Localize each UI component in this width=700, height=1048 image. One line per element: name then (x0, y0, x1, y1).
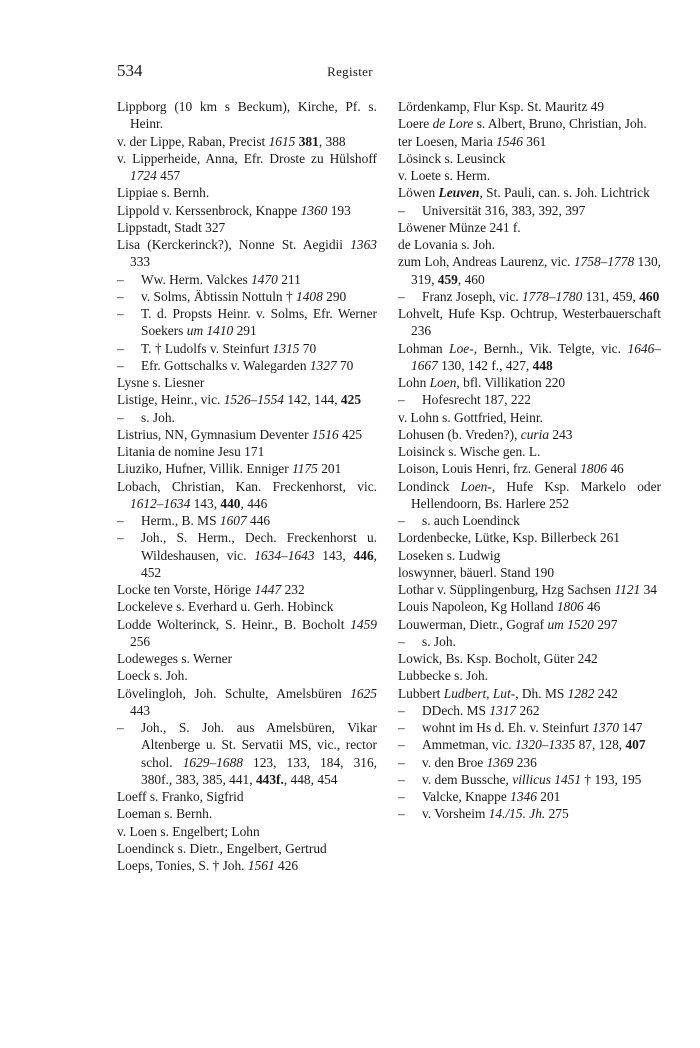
entry-text: 1447 (254, 582, 282, 597)
entry-text: 1369 (486, 754, 514, 770)
index-entry (398, 340, 661, 375)
entry-text: Lothar v. Süpplingenburg, Hzg Sachsen (398, 582, 615, 597)
index-entry (398, 529, 661, 546)
entry-text: Ludbert, Lut- (443, 685, 516, 701)
entry-text: 1634–1643 (254, 547, 315, 563)
entry-text: v. Vorsheim (422, 806, 489, 822)
entry-text: 333 (130, 254, 151, 270)
entry-text: Ww. Herm. Valckes (141, 271, 252, 287)
entry-text: Loison, Louis Henri, frz. General (398, 461, 581, 477)
entry-text: v. den Broe (422, 754, 487, 770)
index-column-left (117, 98, 377, 874)
entry-text: s. auch Loendinck (422, 513, 520, 528)
index-entry (398, 547, 661, 564)
entry-text: 262 (516, 702, 540, 718)
entry-text: Lockeleve s. Everhard u. Gerh. Hobinck (117, 599, 334, 615)
index-subentry (117, 529, 377, 581)
entry-text: 142, 144, (284, 392, 341, 408)
index-entry (117, 805, 377, 822)
index-entry (117, 219, 377, 236)
entry-text: Lippold v. Kerssenbrock, Knappe (117, 202, 301, 218)
entry-text: 1526–1554 (223, 392, 284, 408)
entry-text: Efr. Gottschalks v. Walegarden (141, 357, 310, 373)
index-entry (117, 150, 377, 185)
entry-text: 443f. (255, 771, 284, 787)
entry-text: 1360 (300, 202, 328, 218)
entry-text: Lodde Wolterinck, S. Heinr., B. Bocholt (117, 616, 351, 632)
entry-text: Listige, Heinr., vic. (117, 392, 224, 408)
subentry-dash: – (398, 806, 405, 822)
entry-text: , St. Pauli, can. s. Joh. Lichtrick (479, 185, 650, 201)
index-subentry (398, 771, 661, 788)
entry-text: 1612–1634 (130, 495, 191, 511)
entry-text: Listrius, NN, Gymnasium Deventer (117, 426, 312, 442)
entry-text: Lodeweges s. Werner (117, 651, 233, 666)
index-entry (398, 616, 661, 633)
entry-text: 131, 459, (582, 288, 640, 304)
entry-text: zum Loh, Andreas Laurenz, vic. (398, 254, 574, 270)
index-entry (117, 460, 377, 477)
entry-text: Loeck s. Joh. (117, 668, 188, 684)
entry-text: Londinck (398, 478, 461, 494)
index-entry (398, 685, 661, 702)
index-entry (117, 202, 377, 219)
index-entry (398, 650, 661, 667)
entry-text: um 1520 (547, 616, 594, 632)
index-subentry (117, 409, 377, 426)
index-subentry (117, 271, 377, 288)
entry-text: 1408 (296, 288, 323, 304)
entry-text: 1561 (247, 858, 275, 873)
entry-text: Loisinck s. Wische gen. L. (398, 444, 541, 459)
entry-text: s. Albert, Bruno, Christian, Joh. (473, 116, 647, 132)
index-entry (117, 823, 377, 840)
entry-text: Loen- (460, 478, 492, 494)
entry-text: 1806 (556, 599, 584, 615)
entry-text: 1346 (510, 789, 537, 804)
index-subentry (398, 391, 661, 408)
index-entry (398, 374, 661, 391)
entry-text: , 446 (240, 495, 268, 511)
index-subentry (398, 633, 661, 650)
subentry-dash: – (117, 513, 124, 528)
entry-text: 446 (353, 547, 374, 563)
entry-text: 459 (437, 271, 458, 287)
entry-text: loswynner, bäuerl. Stand 190 (398, 564, 555, 580)
entry-text: Litania de nomine Jesu 171 (117, 444, 265, 459)
subentry-dash: – (398, 789, 405, 804)
entry-text: , 448, 454 (283, 771, 338, 787)
entry-text: 443 (130, 702, 151, 718)
entry-text: 1121 (614, 582, 641, 597)
entry-text: villicus (512, 771, 551, 787)
entry-text: 1806 (580, 461, 607, 477)
entry-text: † 193, 195 (581, 771, 642, 787)
entry-text: Lysne s. Liesner (117, 375, 205, 390)
entry-text: 457 (156, 168, 181, 183)
subentry-dash: – (398, 771, 405, 787)
entry-text: Louis Napoleon, Kg Holland (398, 599, 557, 615)
entry-text: ter Loesen, Maria (398, 133, 497, 149)
entry-text: Lippiae s. Bernh. (117, 185, 210, 201)
index-entry (398, 150, 661, 167)
entry-text: um 1410 (186, 323, 234, 339)
index-subentry (398, 202, 661, 219)
entry-text: 1778–1780 (522, 288, 583, 304)
subentry-dash: – (117, 271, 124, 287)
index-subentry (398, 805, 661, 822)
entry-text: Loeps, Tonies, S. † Joh. (117, 858, 248, 873)
index-entry (117, 98, 377, 133)
index-entry (398, 98, 661, 115)
entry-text: 46 (583, 599, 601, 615)
entry-text: 147 (619, 720, 643, 735)
entry-text: Herm., B. MS (141, 513, 220, 528)
subentry-dash: – (398, 288, 405, 304)
entry-text: Ammetman, vic. (422, 737, 515, 753)
entry-text: 1315 (272, 340, 300, 356)
entry-text: , Dh. MS (515, 685, 568, 701)
index-entry (398, 426, 661, 443)
subentry-dash: – (117, 357, 124, 373)
subentry-dash: – (398, 202, 405, 218)
entry-text: Joh., S. Joh. aus Amelsbüren, Vikar Altenberge u. St. Servatii MS, vic., rector schol. (141, 720, 377, 770)
index-entry (398, 184, 661, 201)
entry-text: 1758–1778 (573, 254, 635, 270)
entry-text: 211 (277, 271, 301, 287)
entry-text: 1625 (350, 685, 377, 701)
entry-text: , 460 (457, 271, 485, 287)
page-number: 534 (117, 61, 143, 80)
index-entry (117, 685, 377, 720)
index-entry (398, 667, 661, 684)
entry-text: 242 (594, 685, 618, 701)
entry-text: Lippborg (10 km s Beckum), Kirche, Pf. s. Heinr. (117, 99, 377, 132)
entry-text: 425 (338, 426, 363, 442)
entry-text: 34 (640, 582, 657, 597)
entry-text: v. Loen s. Engelbert; Lohn (117, 823, 260, 839)
index-entry (117, 616, 377, 651)
entry-text: 130, 319, (411, 254, 661, 287)
index-entry (117, 650, 377, 667)
entry-text: 1546 (496, 133, 523, 149)
entry-text: Loeman s. Bernh. (117, 806, 213, 822)
entry-text: v. Solms, Äbtissin Nottuln † (141, 288, 297, 304)
index-subentry (117, 512, 377, 529)
subentry-dash: – (398, 513, 405, 528)
entry-text: 425 (340, 392, 362, 408)
subentry-dash: – (398, 392, 405, 408)
index-entry (117, 788, 377, 805)
entry-text: DDech. MS (422, 702, 490, 718)
entry-text: 1724 (130, 168, 157, 183)
entry-text: 232 (281, 582, 305, 597)
entry-text: Loere (398, 116, 433, 132)
index-subentry (398, 719, 661, 736)
entry-text: Loeff s. Franko, Sigfrid (117, 789, 244, 804)
subentry-dash: – (117, 340, 124, 356)
entry-text: 201 (536, 789, 561, 804)
index-entry (117, 443, 377, 460)
subentry-dash: – (117, 306, 124, 321)
entry-text: Lowick, Bs. Ksp. Bocholt, Güter 242 (398, 651, 598, 666)
entry-text: Hofesrecht 187, 222 (422, 392, 531, 408)
entry-text: 407 (625, 737, 646, 753)
entry-text: , 388 (318, 133, 346, 149)
entry-text: 448 (532, 357, 553, 373)
entry-text: Franz Joseph, vic. (422, 288, 523, 304)
index-subentry (117, 719, 377, 788)
entry-text: 130, 142 f., 427, (437, 357, 533, 373)
entry-text: 1459 (350, 616, 377, 632)
index-entry (398, 115, 661, 132)
index-subentry (117, 288, 377, 305)
entry-text: v. Lipperheide, Anna, Efr. Droste zu Hülshoff (117, 150, 377, 166)
entry-text: 193 (327, 202, 351, 218)
index-subentry (398, 702, 661, 719)
index-entry (117, 857, 377, 874)
index-entry (117, 667, 377, 684)
entry-text: Leuven (438, 185, 480, 201)
entry-text: 123, 133, 184, 316, 380f., 383, 385, 441, (141, 754, 378, 787)
subentry-dash: – (398, 702, 405, 718)
entry-text: 381 (298, 133, 319, 149)
entry-text: 236 (513, 754, 537, 770)
entry-text: 1363 (350, 237, 377, 252)
entry-text: 14./15. Jh. (488, 806, 546, 822)
entry-text: , Bernh., Vik. Telgte, vic. (473, 340, 628, 356)
entry-text: Lohman (398, 340, 450, 356)
entry-text: Lövelingloh, Joh. Schulte, Amelsbüren (117, 685, 351, 701)
entry-text: Locke ten Vorste, Hörige (117, 582, 255, 597)
entry-text: 1607 (219, 513, 247, 528)
index-entry (117, 478, 377, 513)
entry-text: Loseken s. Ludwig (398, 547, 501, 563)
index-column-right (398, 98, 661, 823)
entry-text: s. Joh. (422, 633, 456, 649)
entry-text: , 452 (141, 547, 377, 580)
subentry-dash: – (117, 288, 124, 304)
entry-text: 1451 (554, 771, 582, 787)
index-subentry (398, 288, 661, 305)
index-entry (398, 581, 661, 598)
entry-text: , Hufe Ksp. Markelo oder Hellendoorn, Bs. Harlere 252 (411, 478, 662, 511)
entry-text: 143, (190, 495, 221, 511)
entry-text: Lördenkamp, Flur Ksp. St. Mauritz 49 (398, 99, 605, 114)
index-entry (398, 133, 661, 150)
index-subentry (398, 788, 661, 805)
entry-text: Valcke, Knappe (422, 789, 511, 804)
index-entry (398, 305, 661, 340)
entry-text: 1629–1688 (182, 754, 243, 770)
entry-text: Lobach, Christian, Kan. Freckenhorst, vic. (117, 478, 377, 494)
entry-text: v. der Lippe, Raban, Precist (117, 133, 269, 149)
entry-text: 1282 (567, 685, 595, 701)
subentry-dash: – (117, 720, 124, 735)
entry-text: s. Joh. (141, 409, 175, 425)
entry-text: T. † Ludolfs v. Steinfurt (141, 340, 273, 356)
entry-text: 291 (233, 323, 257, 339)
entry-text: 243 (549, 426, 573, 442)
entry-text: T. d. Propsts Heinr. v. Solms, Efr. Werner Soekers (141, 306, 377, 339)
entry-text: 297 (593, 616, 618, 632)
entry-text: 87, 128, (575, 737, 626, 753)
entry-text: 1175 (292, 461, 318, 477)
index-entry (398, 253, 661, 288)
index-entry (117, 840, 377, 857)
entry-text: v. dem Bussche, (422, 771, 513, 787)
entry-text: 256 (130, 633, 151, 649)
entry-text: 70 (299, 340, 317, 356)
entry-text: v. Lohn s. Gottfried, Heinr. (398, 409, 543, 425)
index-subentry (117, 305, 377, 340)
entry-text: 1470 (251, 271, 278, 287)
subentry-dash: – (117, 409, 124, 425)
entry-text: Lohvelt, Hufe Ksp. Ochtrup, Westerbauerschaft 236 (398, 306, 661, 339)
entry-text: 1370 (592, 720, 620, 735)
index-entry (398, 460, 661, 477)
index-entry (398, 236, 661, 253)
index-entry (117, 426, 377, 443)
index-entry (398, 598, 661, 615)
entry-text: v. Loete s. Herm. (398, 168, 491, 183)
index-entry (398, 219, 661, 236)
entry-text: 143, (314, 547, 354, 563)
entry-text: 1327 (309, 357, 337, 373)
entry-text: Lösinck s. Leusinck (398, 150, 506, 166)
entry-text: curia (520, 426, 550, 442)
entry-text: 201 (317, 461, 342, 477)
entry-text: 275 (545, 806, 569, 822)
entry-text: 1646–1667 (411, 340, 661, 373)
entry-text: 70 (336, 357, 354, 373)
entry-text: Joh., S. Herm., Dech. Freckenhorst u. Wildeshausen, vic. (141, 530, 377, 563)
entry-text: 290 (322, 288, 347, 304)
index-entry (117, 581, 377, 598)
entry-text: Louwerman, Dietr., Gograf (398, 616, 548, 632)
entry-text: de Lore (432, 116, 474, 132)
entry-text: Universität 316, 383, 392, 397 (422, 202, 586, 218)
subentry-dash: – (398, 737, 405, 753)
entry-text: 460 (639, 288, 660, 304)
entry-text: Lohusen (b. Vreden?), (398, 426, 521, 442)
entry-text: 446 (246, 513, 271, 528)
entry-text: , bfl. Villikation 220 (456, 375, 566, 390)
entry-text: Lippstadt, Stadt 327 (117, 219, 226, 235)
entry-text: 440 (220, 495, 241, 511)
index-subentry (398, 754, 661, 771)
entry-text: Loendinck s. Dietr., Engelbert, Gertrud (117, 840, 327, 856)
index-entry (398, 167, 661, 184)
entry-text: Lordenbecke, Lütke, Ksp. Billerbeck 261 (398, 530, 620, 546)
entry-text: wohnt im Hs d. Eh. v. Steinfurt (422, 720, 593, 735)
index-entry (398, 409, 661, 426)
entry-text: Lohn (398, 375, 430, 390)
index-subentry (117, 340, 377, 357)
index-subentry (398, 736, 661, 753)
index-entry (117, 184, 377, 201)
entry-text: Lisa (Kerckerinck?), Nonne St. Aegidii (117, 237, 351, 252)
entry-text: 426 (274, 858, 299, 873)
entry-text: 361 (522, 133, 547, 149)
entry-text: Löwener Münze 241 f. (398, 219, 521, 235)
index-entry (117, 236, 377, 271)
index-entry (398, 478, 661, 513)
index-entry (117, 391, 377, 408)
entry-text: 1615 (268, 133, 296, 149)
entry-text: Lubbert (398, 685, 444, 701)
entry-text: Lubbecke s. Joh. (398, 668, 488, 684)
entry-text: 46 (607, 461, 624, 477)
entry-text: 1317 (489, 702, 517, 718)
subentry-dash: – (398, 633, 405, 649)
entry-text: 1516 (311, 426, 339, 442)
index-entry (117, 598, 377, 615)
entry-text: 1320–1335 (514, 737, 576, 753)
entry-text: de Lovania s. Joh. (398, 237, 496, 252)
index-entry (398, 564, 661, 581)
subentry-dash: – (117, 530, 124, 546)
index-subentry (398, 512, 661, 529)
entry-text: Loe- (449, 340, 474, 356)
entry-text: Liuziko, Hufner, Villik. Enniger (117, 461, 293, 477)
index-entry (117, 374, 377, 391)
index-entry (117, 133, 377, 150)
entry-text: Löwen (398, 185, 439, 201)
running-head: Register (327, 64, 373, 79)
index-subentry (117, 357, 377, 374)
subentry-dash: – (398, 754, 405, 770)
entry-text: Loen (429, 375, 457, 390)
index-entry (398, 443, 661, 460)
subentry-dash: – (398, 720, 405, 735)
